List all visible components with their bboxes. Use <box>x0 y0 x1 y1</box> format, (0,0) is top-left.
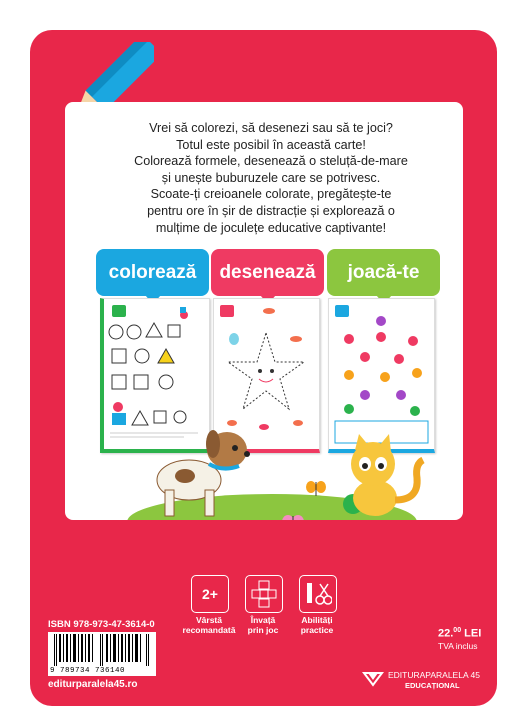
intro-line: Totul este posibil în această carte! <box>176 137 366 152</box>
isbn: ISBN 978-973-47-3614-0 <box>48 619 155 630</box>
barcode <box>48 632 156 676</box>
hopscotch-icon <box>245 575 283 613</box>
content-panel <box>65 102 463 520</box>
price-cents: 00 <box>453 627 462 634</box>
publisher-emblem-icon <box>362 669 384 691</box>
intro-line: pentru ore în șir de distracție și explorează o <box>147 203 395 218</box>
age-label-line: recomandată <box>182 624 236 635</box>
intro-text <box>85 120 457 236</box>
butterfly-icon <box>305 480 327 498</box>
intro-line: și unește buburuzele care se potrivesc. <box>161 170 381 185</box>
age-label-line: Vârstă <box>196 615 222 625</box>
badge-coloreaza: colorează <box>96 249 209 296</box>
skills-label-line: Abilități <box>301 615 333 625</box>
cat-illustration <box>323 420 433 520</box>
vat-note: TVA inclus <box>438 641 478 651</box>
publisher-name: EDITURAPARALELA 45 <box>388 670 480 680</box>
skills-label <box>282 616 352 635</box>
learn-label-line: Învață <box>250 615 276 625</box>
badge-deseneaza: desenează <box>211 249 324 296</box>
website-link[interactable]: editurparalela45.ro <box>48 679 138 690</box>
intro-line: Vrei să colorezi, să desenezi sau să te joci? <box>149 121 393 135</box>
intro-line: Colorează formele, desenează o steluță-de-mare <box>134 154 408 169</box>
publisher-subtitle: EDUCAȚIONAL <box>405 681 460 690</box>
book-cover <box>30 30 497 706</box>
price-main: 22. <box>438 627 454 640</box>
age-badge <box>191 575 229 613</box>
skills-label-line: practice <box>300 624 334 635</box>
learn-label-line: prin joc <box>247 624 279 635</box>
scissors-icon <box>299 575 337 613</box>
intro-line: Scoate-ți creioanele colorate, pregătește-te <box>150 187 392 202</box>
dog-illustration <box>147 420 257 520</box>
age-value: 2+ <box>202 586 218 602</box>
publisher-logo <box>360 667 480 693</box>
price-currency: LEI <box>464 627 482 640</box>
intro-line: mulțime de joculețe educative captivante! <box>155 220 387 235</box>
badge-joaca-te: joacă-te <box>327 249 440 296</box>
price <box>438 627 481 640</box>
barcode-digits: 9 789734 736140 <box>50 667 126 675</box>
back-info <box>30 520 497 706</box>
